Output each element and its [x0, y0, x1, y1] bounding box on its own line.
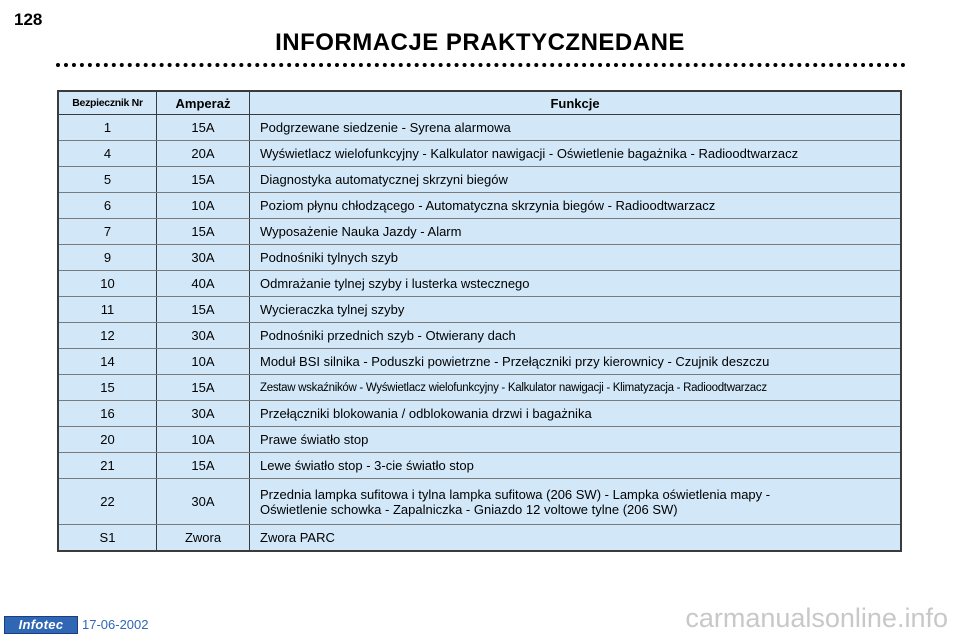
page-number: 128: [14, 10, 43, 29]
fuse-functions-line: Przednia lampka sufitowa i tylna lampka sufitowa (206 SW) - Lampka oświetlenia mapy -: [260, 486, 771, 502]
fuse-functions: Wycieraczka tylnej szyby: [250, 297, 902, 323]
fuse-functions: Moduł BSI silnika - Poduszki powietrzne - Przełączniki przy kierownicy - Czujnik deszczu: [250, 349, 902, 375]
table-row: [58, 375, 901, 401]
fuse-amperage: 15A: [157, 167, 250, 193]
fuse-functions: Poziom płynu chłodzącego - Automatyczna skrzynia biegów - Radioodtwarzacz: [250, 193, 902, 219]
table-row: [58, 219, 901, 245]
fuse-functions: [250, 479, 902, 525]
fuse-functions: Podgrzewane siedzenie - Syrena alarmowa: [250, 115, 902, 141]
fuse-amperage: 10A: [157, 193, 250, 219]
table-header-row: [58, 91, 901, 115]
fuse-functions: Lewe światło stop - 3-cie światło stop: [250, 453, 902, 479]
table-row: [58, 427, 901, 453]
fuse-number: S1: [58, 525, 157, 552]
fuse-number: 21: [58, 453, 157, 479]
table-row: [58, 479, 901, 525]
table-row: [58, 297, 901, 323]
fuse-table: [57, 90, 902, 552]
fuse-amperage: 15A: [157, 115, 250, 141]
column-header-functions: Funkcje: [250, 91, 902, 115]
table-row: [58, 323, 901, 349]
fuse-number: 5: [58, 167, 157, 193]
fuse-amperage: 30A: [157, 323, 250, 349]
table-row: [58, 193, 901, 219]
table-row: [58, 167, 901, 193]
table-row: [58, 245, 901, 271]
table-row: [58, 453, 901, 479]
fuse-number: 16: [58, 401, 157, 427]
fuse-amperage: 15A: [157, 297, 250, 323]
fuse-amperage: 30A: [157, 401, 250, 427]
fuse-number: 22: [58, 479, 157, 525]
fuse-amperage: 10A: [157, 349, 250, 375]
fuse-functions: Prawe światło stop: [250, 427, 902, 453]
fuse-functions: Zestaw wskaźników - Wyświetlacz wielofunkcyjny - Kalkulator nawigacji - Klimatyzacja - Radioodtwarzacz: [250, 375, 902, 401]
column-header-fuse-number: Bezpiecznik Nr: [58, 91, 157, 115]
footer-date: 17-06-2002: [82, 617, 149, 632]
fuse-number: 14: [58, 349, 157, 375]
fuse-amperage: Zwora: [157, 525, 250, 552]
fuse-number: 9: [58, 245, 157, 271]
fuse-functions: Przełączniki blokowania / odblokowania drzwi i bagażnika: [250, 401, 902, 427]
table-row: [58, 115, 901, 141]
table-row: [58, 271, 901, 297]
fuse-number: 11: [58, 297, 157, 323]
fuse-amperage: 15A: [157, 375, 250, 401]
infotec-logo: Infotec: [4, 616, 78, 634]
fuse-number: 10: [58, 271, 157, 297]
fuse-functions: Zwora PARC: [250, 525, 902, 552]
table-row: [58, 141, 901, 167]
fuse-number: 20: [58, 427, 157, 453]
fuse-functions-line: Oświetlenie schowka - Zapalniczka - Gniazdo 12 voltowe tylne (206 SW): [260, 501, 678, 517]
fuse-number: 1: [58, 115, 157, 141]
fuse-amperage: 10A: [157, 427, 250, 453]
fuse-functions: Wyświetlacz wielofunkcyjny - Kalkulator nawigacji - Oświetlenie bagażnika - Radioodtwarzacz: [250, 141, 902, 167]
fuse-amperage: 30A: [157, 479, 250, 525]
table-row: [58, 349, 901, 375]
fuse-number: 12: [58, 323, 157, 349]
fuse-functions: Wyposażenie Nauka Jazdy - Alarm: [250, 219, 902, 245]
dotted-divider: [56, 63, 906, 67]
fuse-amperage: 15A: [157, 453, 250, 479]
table-row: [58, 525, 901, 552]
fuse-amperage: 40A: [157, 271, 250, 297]
fuse-number: 15: [58, 375, 157, 401]
page-title: INFORMACJE PRAKTYCZNEDANE: [275, 29, 685, 56]
fuse-number: 6: [58, 193, 157, 219]
fuse-functions: Podnośniki przednich szyb - Otwierany dach: [250, 323, 902, 349]
fuse-amperage: 20A: [157, 141, 250, 167]
fuse-number: 7: [58, 219, 157, 245]
fuse-amperage: 30A: [157, 245, 250, 271]
fuse-amperage: 15A: [157, 219, 250, 245]
watermark: carmanualsonline.info: [685, 603, 948, 633]
fuse-number: 4: [58, 141, 157, 167]
fuse-functions: Podnośniki tylnych szyb: [250, 245, 902, 271]
fuse-functions: Odmrażanie tylnej szyby i lusterka wstecznego: [250, 271, 902, 297]
table-row: [58, 401, 901, 427]
fuse-functions: Diagnostyka automatycznej skrzyni biegów: [250, 167, 902, 193]
column-header-amperage: Amperaż: [157, 91, 250, 115]
